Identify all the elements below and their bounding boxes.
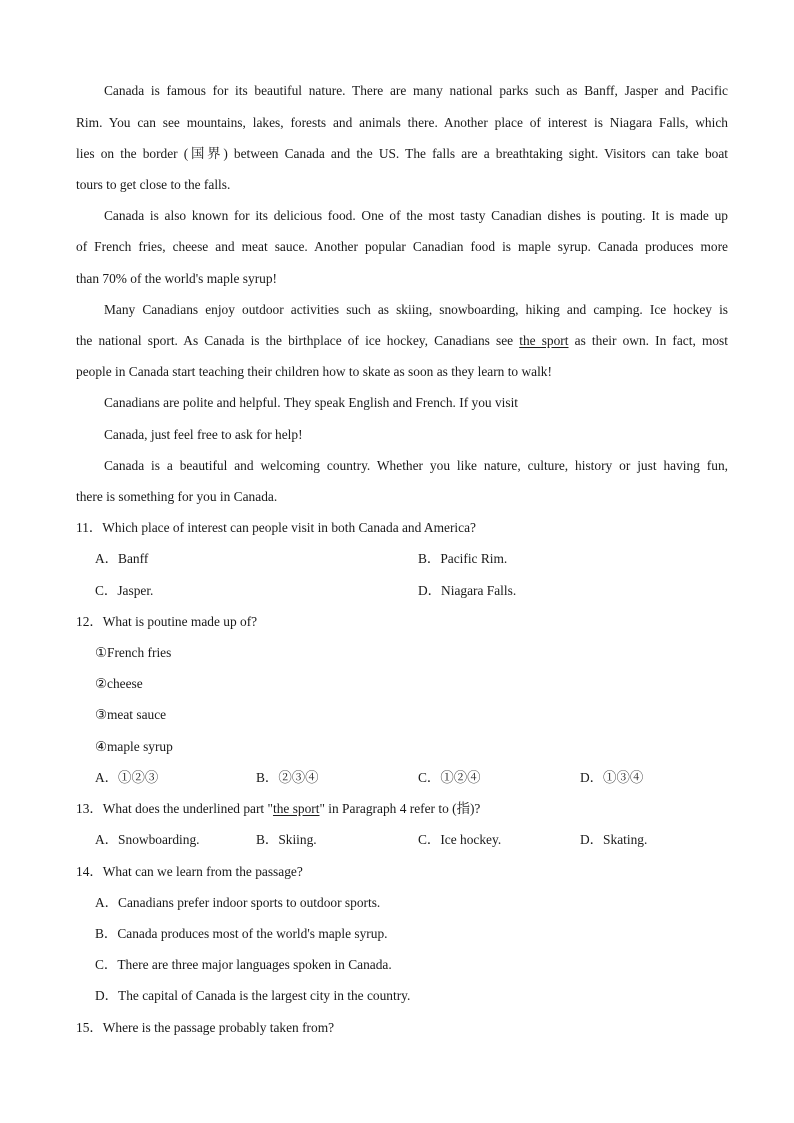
- passage-p5-line1: Canada is a beautiful and welcoming country. Whether you like nature, culture, history or just having fun,: [104, 458, 728, 473]
- question-13-text-after: " in Paragraph 4 refer to (指)?: [319, 801, 481, 816]
- q11-option-d[interactable]: D．Niagara Falls.: [418, 583, 517, 598]
- question-15: 15．Where is the passage probably taken from?: [76, 1020, 335, 1035]
- q12-option-c[interactable]: C．①②④: [418, 770, 481, 785]
- passage-p3-line1: Many Canadians enjoy outdoor activities such as skiing, snowboarding, hiking and camping. Ice hockey is: [104, 302, 728, 317]
- passage-p2-line2: of French fries, cheese and meat sauce. Another popular Canadian food is maple syrup. Canada produces more: [76, 239, 728, 254]
- passage-p4-line1: Canadians are polite and helpful. They speak English and French. If you visit: [104, 395, 519, 410]
- q12-option-d[interactable]: D．①③④: [580, 770, 644, 785]
- q13-option-d[interactable]: D．Skating.: [580, 832, 648, 847]
- q11-option-c[interactable]: C．Jasper.: [95, 583, 154, 598]
- question-13: [76, 800, 728, 818]
- q12-option-b[interactable]: B．②③④: [256, 770, 319, 785]
- passage-p1-line2: Rim. You can see mountains, lakes, forests and animals there. Another place of interest is Niagara Falls, which: [76, 115, 728, 130]
- question-13-underlined-text: the sport: [272, 801, 320, 816]
- passage-p3-line2-text-after: as their own. In fact, most: [568, 333, 728, 348]
- q13-option-c[interactable]: C．Ice hockey.: [418, 832, 502, 847]
- passage-p2-line1: Canada is also known for its delicious food. One of the most tasty Canadian dishes is pouting. It is made up: [104, 208, 728, 223]
- q11-option-b[interactable]: B．Pacific Rim.: [418, 551, 508, 566]
- underlined-the-sport: the sport: [519, 333, 569, 348]
- q12-item-4: ④maple syrup: [95, 739, 173, 754]
- q12-item-2: ②cheese: [95, 676, 143, 691]
- passage-p2-line3: than 70% of the world's maple syrup!: [76, 271, 277, 286]
- passage-p3-line3: people in Canada start teaching their children how to skate as soon as they learn to walk!: [76, 364, 552, 379]
- q12-option-a[interactable]: A．①②③: [95, 770, 159, 785]
- q12-item-1: ①French fries: [95, 645, 172, 660]
- q11-option-a[interactable]: A．Banff: [95, 551, 149, 566]
- question-11: 11．Which place of interest can people visit in both Canada and America?: [76, 520, 476, 535]
- q13-option-b[interactable]: B．Skiing.: [256, 832, 317, 847]
- q13-option-a[interactable]: A．Snowboarding.: [95, 832, 200, 847]
- q14-option-d[interactable]: D．The capital of Canada is the largest city in the country.: [95, 988, 411, 1003]
- passage-p3-line2: [76, 332, 728, 350]
- question-14: 14．What can we learn from the passage?: [76, 864, 303, 879]
- question-12: 12．What is poutine made up of?: [76, 614, 258, 629]
- passage-p4-line2: Canada, just feel free to ask for help!: [104, 427, 303, 442]
- passage-p1-line3: lies on the border (国界) between Canada and the US. The falls are a breathtaking sight. Visitors can take boat: [76, 146, 728, 161]
- passage-p3-line2-text-before: the national sport. As Canada is the birthplace of ice hockey, Canadians see: [76, 333, 520, 348]
- passage-p1-line1: Canada is famous for its beautiful nature. There are many national parks such as Banff, Jasper and Pacific: [104, 83, 728, 98]
- question-13-text-before: 13．What does the underlined part ": [76, 801, 273, 816]
- q14-option-a[interactable]: A．Canadians prefer indoor sports to outdoor sports.: [95, 895, 381, 910]
- passage-p1-line4: tours to get close to the falls.: [76, 177, 231, 192]
- q12-item-3: ③meat sauce: [95, 707, 167, 722]
- passage-p5-line2: there is something for you in Canada.: [76, 489, 278, 504]
- q14-option-c[interactable]: C．There are three major languages spoken in Canada.: [95, 957, 392, 972]
- q14-option-b[interactable]: B．Canada produces most of the world's maple syrup.: [95, 926, 388, 941]
